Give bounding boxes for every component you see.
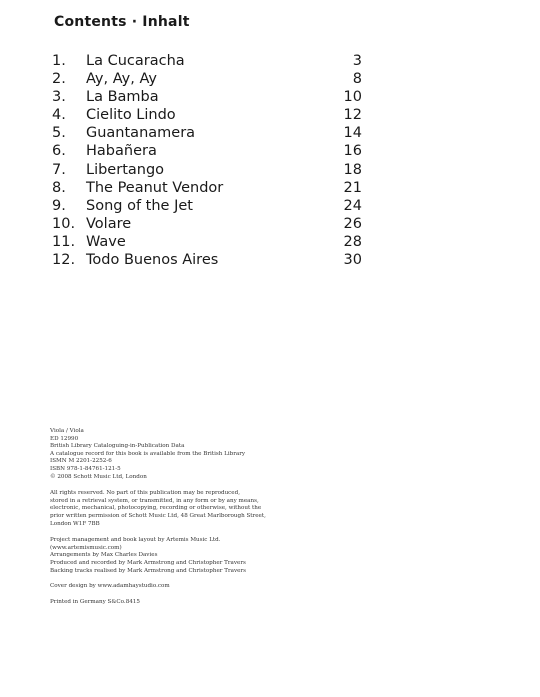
toc-title: La Bamba — [86, 89, 159, 106]
toc-page-number: 18 — [343, 161, 362, 178]
toc-title: Libertango — [86, 161, 165, 178]
toc-number: 7. — [52, 161, 66, 178]
toc-page-number: 16 — [343, 143, 362, 160]
rights-line: stored in a retrieval system, or transmitted, in any form or by any means, — [50, 497, 259, 504]
toc-number: 6. — [52, 143, 66, 160]
toc-title: Ay, Ay, Ay — [86, 71, 157, 88]
toc-title: The Peanut Vendor — [86, 179, 224, 196]
toc-page-number: 28 — [343, 233, 362, 250]
toc-row — [52, 251, 362, 269]
toc-title: La Cucaracha — [86, 53, 185, 69]
imprint-line: © 2008 Schott Music Ltd, London — [50, 473, 147, 480]
table-of-contents — [52, 52, 362, 269]
imprint-line: ED 12990 — [50, 435, 79, 442]
toc-number: 8. — [52, 179, 66, 196]
imprint-block — [50, 428, 350, 606]
toc-row — [52, 106, 362, 124]
credits-line: Project management and book layout by Artemis Music Ltd. — [50, 537, 221, 544]
toc-row — [52, 215, 362, 233]
toc-number: 11. — [52, 233, 76, 250]
imprint-line: ISMN M 2201-2252-6 — [50, 458, 112, 465]
toc-number: 12. — [52, 252, 76, 269]
toc-title: Habañera — [86, 143, 157, 160]
toc-row — [52, 70, 362, 88]
toc-title: Wave — [86, 233, 126, 250]
toc-title: Volare — [86, 215, 132, 232]
rights-line: electronic, mechanical, photocopying, recording or otherwise, without the — [50, 505, 262, 512]
rights-line: London W1F 7BB — [50, 520, 100, 527]
toc-row — [52, 233, 362, 251]
toc-page-number: 14 — [343, 125, 362, 142]
imprint-line: British Library Cataloguing-in-Publication Data — [50, 443, 185, 450]
credits-line: Backing tracks realised by Mark Armstrong and Christopher Travers — [50, 567, 246, 574]
rights-line: All rights reserved. No part of this publication may be reproduced, — [50, 490, 240, 497]
toc-number: 1. — [52, 53, 66, 69]
toc-row — [52, 179, 362, 197]
printed-in-line: Printed in Germany S&Co.8415 — [50, 598, 140, 605]
imprint-line: ISBN 978-1-84761-121-5 — [50, 465, 121, 472]
toc-page-number: 3 — [352, 53, 362, 69]
toc-number: 10. — [52, 215, 76, 232]
toc-row — [52, 52, 362, 70]
cover-design-line: Cover design by www.adamhaystudio.com — [50, 583, 170, 590]
toc-page-number: 30 — [343, 252, 362, 269]
credits-line: Produced and recorded by Mark Armstrong and Christopher Travers — [50, 559, 246, 566]
toc-page-number: 21 — [343, 179, 362, 196]
toc-page-number: 26 — [343, 215, 362, 232]
toc-number: 2. — [52, 71, 66, 88]
toc-row — [52, 161, 362, 179]
toc-title: Song of the Jet — [86, 197, 193, 214]
toc-page-number: 10 — [343, 89, 362, 106]
toc-page-number: 12 — [343, 107, 362, 124]
toc-number: 4. — [52, 107, 66, 124]
imprint-line: Viola / Viola — [50, 428, 84, 434]
imprint-line: A catalogue record for this book is available from the British Library — [50, 450, 246, 457]
toc-row — [52, 124, 362, 142]
toc-number: 9. — [52, 197, 66, 214]
credits-line: Arrangements by Max Charles Davies — [50, 552, 158, 559]
toc-title: Guantanamera — [86, 125, 196, 142]
toc-number: 3. — [52, 89, 66, 106]
toc-title: Cielito Lindo — [86, 107, 176, 124]
toc-page-number: 8 — [352, 71, 362, 88]
credits-line: (www.artemismusic.com) — [50, 544, 122, 551]
toc-number: 5. — [52, 125, 66, 142]
contents-heading: Contents · Inhalt — [54, 14, 190, 30]
toc-page-number: 24 — [343, 197, 362, 214]
toc-row — [52, 88, 362, 106]
rights-line: prior written permission of Schott Music Ltd, 48 Great Marlborough Street, — [50, 512, 266, 519]
toc-title: Todo Buenos Aires — [86, 252, 219, 269]
toc-row — [52, 197, 362, 215]
toc-row — [52, 142, 362, 160]
